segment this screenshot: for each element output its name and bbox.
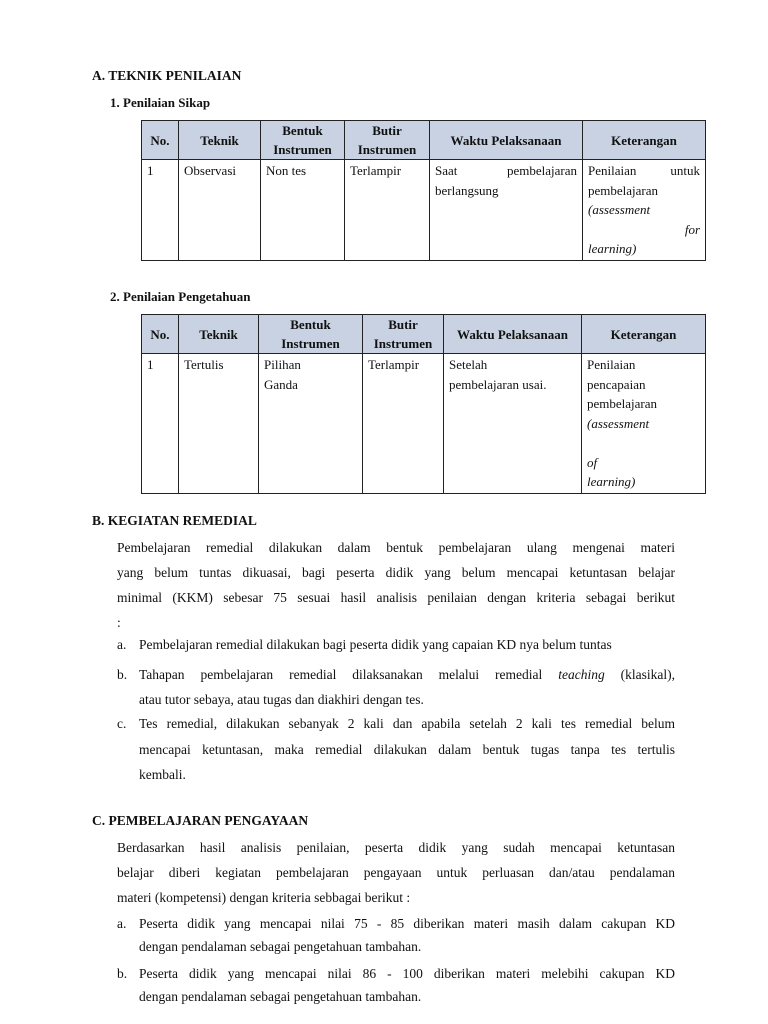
section-c-heading: C. PEMBELAJARAN PENGAYAAN bbox=[92, 813, 309, 828]
cell-keterangan: Penilaian untuk pembelajaran (assessment for learning) bbox=[583, 160, 706, 261]
col-header: Bentuk Instrumen bbox=[259, 315, 363, 354]
col-header: Butir Instrumen bbox=[363, 315, 444, 354]
cell-butir: Terlampir bbox=[345, 160, 430, 261]
section-b-heading: B. KEGIATAN REMEDIAL bbox=[92, 513, 257, 528]
cell-butir: Terlampir bbox=[363, 354, 444, 494]
col-header: Bentuk Instrumen bbox=[261, 121, 345, 160]
table-penilaian-pengetahuan bbox=[141, 314, 706, 494]
table-row bbox=[142, 160, 706, 261]
col-header: Teknik bbox=[179, 315, 259, 354]
col-header: Waktu Pelaksanaan bbox=[430, 121, 583, 160]
col-header: No. bbox=[142, 315, 179, 354]
table-penilaian-sikap bbox=[141, 120, 706, 261]
cell-waktu: Setelah pembelajaran usai. bbox=[444, 354, 582, 494]
col-header: Teknik bbox=[179, 121, 261, 160]
col-header: Waktu Pelaksanaan bbox=[444, 315, 582, 354]
cell-no: 1 bbox=[142, 354, 179, 494]
cell-no: 1 bbox=[142, 160, 179, 261]
cell-teknik: Tertulis bbox=[179, 354, 259, 494]
cell-bentuk: Non tes bbox=[261, 160, 345, 261]
table-row bbox=[142, 354, 706, 494]
cell-waktu: Saat pembelajaran berlangsung bbox=[430, 160, 583, 261]
cell-keterangan: Penilaian pencapaian pembelajaran (assessment of learning) bbox=[582, 354, 706, 494]
section-a-heading: A. TEKNIK PENILAIAN bbox=[92, 68, 242, 83]
col-header: Keterangan bbox=[582, 315, 706, 354]
remedial-paragraph: Pembelajaran remedial dilakukan dalam bentuk pembelajaran ulang mengenai materi yang belum tuntas dikuasai, bagi peserta didik yang belum mencapai ketuntasan belajar minimal (KKM) sebesar 75 sesuai hasil analisis penilaian dengan kriteria sebagai berikut : bbox=[117, 540, 675, 630]
cell-bentuk: Pilihan Ganda bbox=[259, 354, 363, 494]
cell-teknik: Observasi bbox=[179, 160, 261, 261]
col-header: Butir Instrumen bbox=[345, 121, 430, 160]
sub-heading-pengetahuan: 2. Penilaian Pengetahuan bbox=[110, 289, 251, 304]
col-header: Keterangan bbox=[583, 121, 706, 160]
sub-heading-sikap: 1. Penilaian Sikap bbox=[110, 95, 211, 110]
pengayaan-paragraph: Berdasarkan hasil analisis penilaian, peserta didik yang sudah mencapai ketuntasan belajar diberi kegiatan pembelajaran pengayaan untuk perluasan dan/atau pendalaman materi (kompetensi) dengan kriteria sebbagai berikut : bbox=[117, 840, 675, 905]
col-header: No. bbox=[142, 121, 179, 160]
